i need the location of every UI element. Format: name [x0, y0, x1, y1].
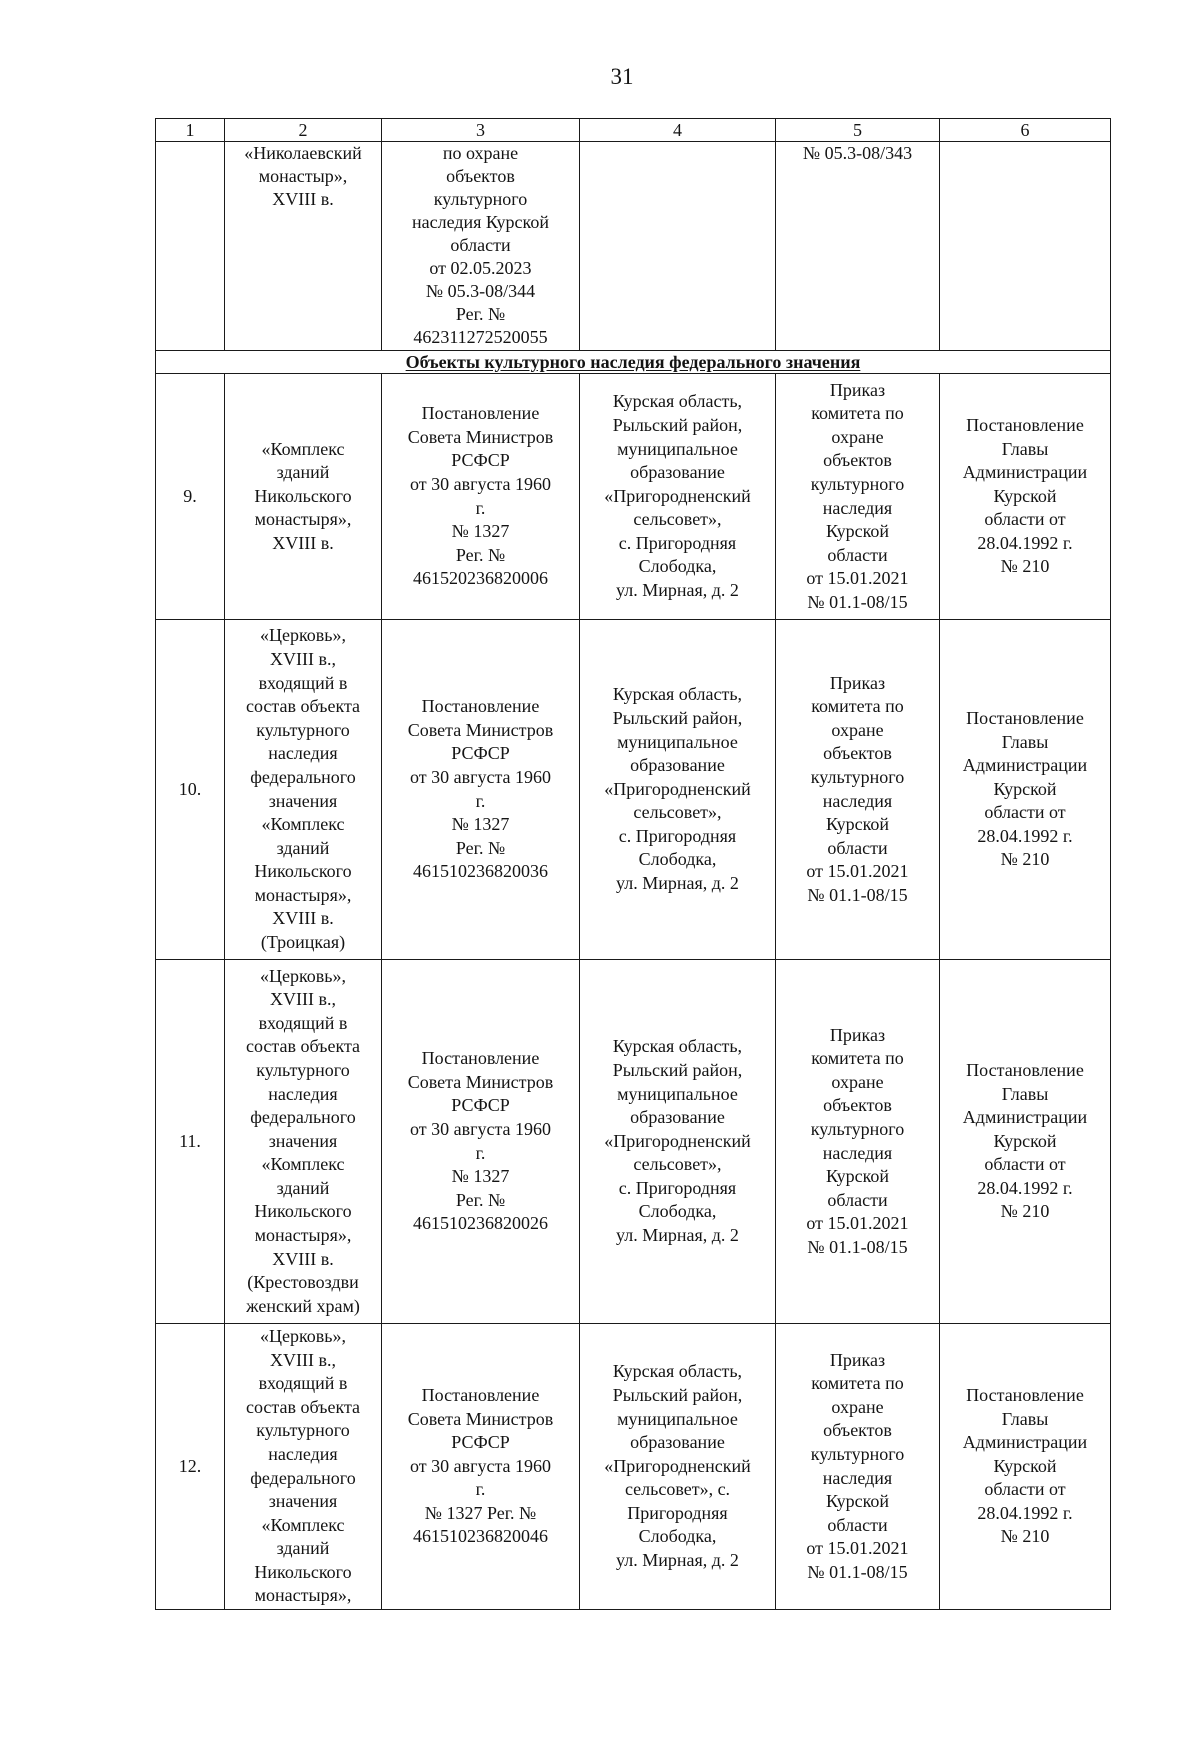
cell-inclusion-grounds	[382, 374, 580, 620]
cell-line: культурного	[810, 473, 905, 494]
cell-line: от 15.01.2021	[806, 1213, 909, 1234]
column-header-1: 1	[156, 119, 225, 142]
cell-object-name	[225, 142, 382, 351]
cell-line: г.	[475, 790, 486, 811]
cell-line: РСФСР	[451, 1095, 510, 1116]
cell-line: 28.04.1992 г.	[977, 1502, 1073, 1523]
cell-line: г.	[475, 1142, 486, 1163]
cell-line: охране	[831, 1396, 884, 1417]
cell-territory-boundaries	[940, 1324, 1111, 1610]
cell-line: от 15.01.2021	[806, 861, 909, 882]
cell-line: Рыльский район,	[612, 1384, 743, 1405]
cell-line: г.	[475, 1479, 486, 1500]
cell-line: объектов	[823, 1420, 892, 1441]
cell-line: женский храм)	[246, 1295, 360, 1316]
cell-line: 28.04.1992 г.	[977, 532, 1073, 553]
cell-line: № 1327	[451, 521, 510, 542]
cell-address	[580, 374, 776, 620]
cell-line: 28.04.1992 г.	[977, 1177, 1073, 1198]
cell-line: Курская область,	[612, 1361, 743, 1382]
cell-line: значения	[268, 1130, 338, 1151]
cell-line: Никольского	[254, 485, 352, 506]
cell-line: от 02.05.2023	[429, 258, 532, 278]
cell-line: значения	[268, 1491, 338, 1512]
cell-line: по охране	[442, 143, 519, 163]
cell-object-name	[225, 374, 382, 620]
cell-territory-boundaries	[940, 374, 1111, 620]
cell-line: Администрации	[962, 755, 1088, 776]
cell-line: РСФСР	[451, 743, 510, 764]
cell-line: Рег. №	[455, 1189, 506, 1210]
cell-num: 11.	[156, 960, 225, 1324]
cell-line: № 01.1-08/15	[807, 884, 908, 905]
table-row	[156, 374, 1111, 620]
cell-line: от 30 августа 1960	[409, 1118, 552, 1139]
cell-line: Курской	[993, 778, 1057, 799]
cell-line: объектов	[823, 1095, 892, 1116]
cell-line: Слободка,	[638, 556, 717, 577]
cell-line: наследия	[822, 1142, 893, 1163]
cell-line: «Пригородненский	[604, 1455, 751, 1476]
cell-line: Главы	[1001, 1408, 1049, 1429]
cell-line: образование	[630, 1107, 725, 1128]
cell-line: XVIII в.	[272, 1248, 334, 1269]
table-row	[156, 960, 1111, 1324]
cell-line: наследия	[268, 743, 338, 764]
cell-line: Совета Министров	[407, 426, 554, 447]
cell-line: муниципальное	[617, 1408, 738, 1429]
cell-line: с. Пригородняя	[618, 532, 737, 553]
cell-object-name	[225, 960, 382, 1324]
cell-line: образование	[630, 755, 725, 776]
cell-line: Приказ	[829, 379, 886, 400]
cell-line: 461520236820006	[413, 568, 548, 589]
cell-line: Приказ	[829, 1024, 886, 1045]
table-row	[156, 620, 1111, 960]
section-heading-row	[156, 351, 1111, 374]
cell-line: «Комплекс	[261, 1154, 345, 1175]
cell-line: состав объекта	[245, 1396, 361, 1417]
cell-line: «Церковь»,	[259, 1325, 347, 1346]
cell-line: XVIII в.,	[270, 648, 336, 669]
column-header-3: 3	[382, 119, 580, 142]
cell-inclusion-grounds	[382, 620, 580, 960]
cell-line: Рыльский район,	[612, 707, 743, 728]
cell-line: Главы	[1001, 1083, 1049, 1104]
cell-line: комитета по	[811, 1373, 904, 1394]
cell-line: Курской	[825, 814, 890, 835]
cell-line: № 1327 Рег. №	[424, 1502, 537, 1523]
cell-line: сельсовет», с.	[624, 1479, 731, 1500]
cell-line: объектов	[823, 743, 892, 764]
cell-line: федерального	[250, 1107, 356, 1128]
cell-line: Никольского	[254, 861, 352, 882]
cell-line: Курская область,	[612, 684, 743, 705]
cell-line: монастыря»,	[254, 1585, 352, 1606]
cell-line: наследия	[822, 497, 893, 518]
cell-protection-order	[776, 1324, 940, 1610]
cell-line: муниципальное	[617, 731, 738, 752]
cell-line: Курская область,	[612, 1036, 743, 1057]
cell-inclusion-grounds	[382, 960, 580, 1324]
cell-line: Слободка,	[638, 849, 717, 870]
column-header-4: 4	[580, 119, 776, 142]
cell-line: Постановление	[966, 1384, 1084, 1405]
cell-line: Курская область,	[612, 391, 743, 412]
cell-line: № 210	[1000, 1201, 1050, 1222]
page-number: 31	[610, 64, 634, 89]
cell-line: РСФСР	[451, 450, 510, 471]
cell-line: области от	[984, 802, 1066, 823]
cell-line: № 1327	[451, 1166, 510, 1187]
cell-address	[580, 1324, 776, 1610]
cell-line: РСФСР	[451, 1432, 510, 1453]
cell-object-name	[225, 1324, 382, 1610]
cell-inclusion-grounds	[382, 1324, 580, 1610]
cell-line: зданий	[276, 462, 330, 483]
cell-line: культурного	[810, 1443, 905, 1464]
cell-line: Пригородняя	[627, 1502, 728, 1523]
cell-line: Никольского	[254, 1561, 352, 1582]
column-header-2: 2	[225, 119, 382, 142]
cell-line: «Пригородненский	[604, 485, 751, 506]
cell-territory-boundaries	[940, 620, 1111, 960]
cell-line: Рыльский район,	[612, 414, 743, 435]
cell-line: Слободка,	[638, 1526, 717, 1547]
cell-line: охране	[831, 426, 884, 447]
cell-line: области	[827, 837, 888, 858]
cell-line: образование	[630, 1432, 725, 1453]
cell-line: Рег. №	[455, 837, 506, 858]
cell-line: № 210	[1000, 849, 1050, 870]
cell-territory-boundaries	[940, 142, 1111, 351]
cell-num: 12.	[156, 1324, 225, 1610]
cell-line: охране	[831, 719, 884, 740]
cell-line: «Пригородненский	[604, 778, 751, 799]
cell-line: области	[827, 544, 888, 565]
cell-line: Курской	[825, 1166, 890, 1187]
section-heading	[156, 351, 1111, 374]
cell-line: № 210	[1000, 1526, 1050, 1547]
cell-line: № 05.3-08/343	[802, 143, 913, 163]
cell-territory-boundaries	[940, 960, 1111, 1324]
cell-inclusion-grounds	[382, 142, 580, 351]
cell-line: (Крестовоздви	[247, 1272, 359, 1293]
column-header-6: 6	[940, 119, 1111, 142]
cell-line: муниципальное	[617, 438, 738, 459]
cell-line: Постановление	[966, 414, 1084, 435]
cell-line: федерального	[250, 1467, 356, 1488]
table-row	[156, 1324, 1111, 1610]
cell-line: от 30 августа 1960	[409, 473, 552, 494]
cell-line: с. Пригородняя	[618, 825, 737, 846]
cell-line: наследия	[268, 1083, 338, 1104]
cell-line: Администрации	[962, 1432, 1088, 1453]
cell-line: ул. Мирная, д. 2	[616, 580, 739, 601]
cell-num	[156, 142, 225, 351]
cell-line: Курской	[825, 1491, 890, 1512]
cell-line: образование	[630, 462, 725, 483]
cell-line: «Комплекс	[261, 1514, 345, 1535]
cell-line: (Троицкая)	[260, 932, 346, 953]
cell-line: Рег. №	[455, 304, 506, 324]
cell-line: области	[827, 1514, 888, 1535]
cell-line: культурного	[256, 1059, 350, 1080]
cell-protection-order	[776, 374, 940, 620]
cell-line: Курской	[993, 485, 1057, 506]
cell-line: Никольского	[254, 1201, 352, 1222]
cell-line: 461510236820046	[413, 1526, 548, 1547]
cell-line: Рег. №	[455, 544, 506, 565]
cell-num: 10.	[156, 620, 225, 960]
cell-line: муниципальное	[617, 1083, 738, 1104]
cell-line: монастыря»,	[254, 509, 352, 530]
cell-line: Приказ	[829, 1349, 886, 1370]
cell-line: ул. Мирная, д. 2	[616, 1550, 739, 1571]
cell-protection-order	[776, 142, 940, 351]
cell-line: Постановление	[421, 403, 540, 424]
cell-line: входящий в	[258, 1012, 348, 1033]
cell-line: Совета Министров	[407, 1071, 554, 1092]
cell-line: 461510236820026	[413, 1213, 548, 1234]
cell-line: от 15.01.2021	[806, 568, 909, 589]
cell-line: объектов	[446, 166, 515, 186]
cell-line: сельсовет»,	[633, 802, 722, 823]
cell-line: культурного	[810, 1118, 905, 1139]
column-header-5: 5	[776, 119, 940, 142]
column-header-row	[156, 119, 1111, 142]
cell-line: Главы	[1001, 438, 1049, 459]
cell-line: наследия	[822, 1467, 893, 1488]
cell-line: зданий	[276, 1177, 330, 1198]
cell-line: XVIII в.	[272, 189, 334, 209]
cell-line: Постановление	[421, 1384, 540, 1405]
section-title: Объекты культурного наследия федерального значения	[405, 352, 861, 372]
cell-line: охране	[831, 1071, 884, 1092]
cell-line: 28.04.1992 г.	[977, 825, 1073, 846]
cell-line: Курской	[993, 1130, 1057, 1151]
cell-address	[580, 960, 776, 1324]
cell-line: области от	[984, 509, 1066, 530]
cell-line: «Церковь»,	[259, 965, 347, 986]
cell-object-name	[225, 620, 382, 960]
cell-line: с. Пригородняя	[618, 1177, 737, 1198]
cell-line: Рыльский район,	[612, 1059, 743, 1080]
cell-line: № 1327	[451, 814, 510, 835]
cell-line: Совета Министров	[407, 1408, 554, 1429]
cell-address	[580, 142, 776, 351]
cell-line: Постановление	[966, 707, 1084, 728]
cell-line: Администрации	[962, 462, 1088, 483]
cell-line: XVIII в.	[272, 532, 334, 553]
heritage-registry-table	[155, 118, 1111, 1610]
cell-line: Постановление	[966, 1059, 1084, 1080]
cell-line: Постановление	[421, 696, 540, 717]
cell-protection-order	[776, 960, 940, 1324]
cell-line: монастыря»,	[254, 1225, 352, 1246]
cell-line: состав объекта	[245, 696, 361, 717]
cell-line: состав объекта	[245, 1036, 361, 1057]
cell-line: XVIII в.	[272, 908, 334, 929]
cell-address	[580, 620, 776, 960]
cell-line: Курской	[825, 521, 890, 542]
cell-line: области	[450, 235, 511, 255]
cell-line: от 30 августа 1960	[409, 1455, 552, 1476]
cell-line: № 01.1-08/15	[807, 1561, 908, 1582]
cell-line: № 01.1-08/15	[807, 591, 908, 612]
cell-line: комитета по	[811, 696, 904, 717]
cell-line: «Комплекс	[261, 814, 345, 835]
cell-line: монастыря»,	[254, 884, 352, 905]
cell-line: № 210	[1000, 556, 1050, 577]
cell-protection-order	[776, 620, 940, 960]
cell-line: «Пригородненский	[604, 1130, 751, 1151]
cell-line: сельсовет»,	[633, 509, 722, 530]
cell-line: «Николаевский	[244, 143, 362, 163]
cell-line: 461510236820036	[413, 861, 548, 882]
cell-line: зданий	[276, 837, 330, 858]
cell-line: комитета по	[811, 403, 904, 424]
cell-line: Курской	[993, 1455, 1057, 1476]
cell-line: от 30 августа 1960	[409, 766, 552, 787]
cell-line: входящий в	[258, 672, 348, 693]
cell-line: культурного	[256, 719, 350, 740]
cell-line: области от	[984, 1479, 1066, 1500]
cell-line: г.	[475, 497, 486, 518]
cell-line: зданий	[276, 1538, 330, 1559]
continuation-row	[156, 142, 1111, 351]
cell-line: Постановление	[421, 1048, 540, 1069]
cell-line: ул. Мирная, д. 2	[616, 873, 739, 894]
cell-line: наследия	[268, 1443, 338, 1464]
cell-line: наследия	[822, 790, 893, 811]
cell-line: монастыр»,	[258, 166, 348, 186]
cell-line: № 01.1-08/15	[807, 1236, 908, 1257]
cell-line: 462311272520055	[413, 327, 548, 347]
cell-line: области от	[984, 1154, 1066, 1175]
cell-line: федерального	[250, 766, 356, 787]
cell-line: Слободка,	[638, 1201, 717, 1222]
cell-line: Администрации	[962, 1107, 1088, 1128]
cell-line: Совета Министров	[407, 719, 554, 740]
cell-line: Приказ	[829, 672, 886, 693]
cell-line: XVIII в.,	[270, 1349, 336, 1370]
cell-line: значения	[268, 790, 338, 811]
cell-line: культурного	[810, 766, 905, 787]
cell-line: объектов	[823, 450, 892, 471]
cell-line: наследия Курской	[411, 212, 550, 232]
cell-line: ул. Мирная, д. 2	[616, 1225, 739, 1246]
cell-line: комитета по	[811, 1048, 904, 1069]
cell-line: № 05.3-08/344	[425, 281, 536, 301]
cell-line: «Комплекс	[261, 438, 345, 459]
cell-line: XVIII в.,	[270, 989, 336, 1010]
cell-line: культурного	[433, 189, 528, 209]
cell-line: входящий в	[258, 1373, 348, 1394]
cell-line: Главы	[1001, 731, 1049, 752]
cell-line: сельсовет»,	[633, 1154, 722, 1175]
cell-line: культурного	[256, 1420, 350, 1441]
cell-line: от 15.01.2021	[806, 1538, 909, 1559]
cell-line: области	[827, 1189, 888, 1210]
cell-line: «Церковь»,	[259, 625, 347, 646]
cell-num: 9.	[156, 374, 225, 620]
